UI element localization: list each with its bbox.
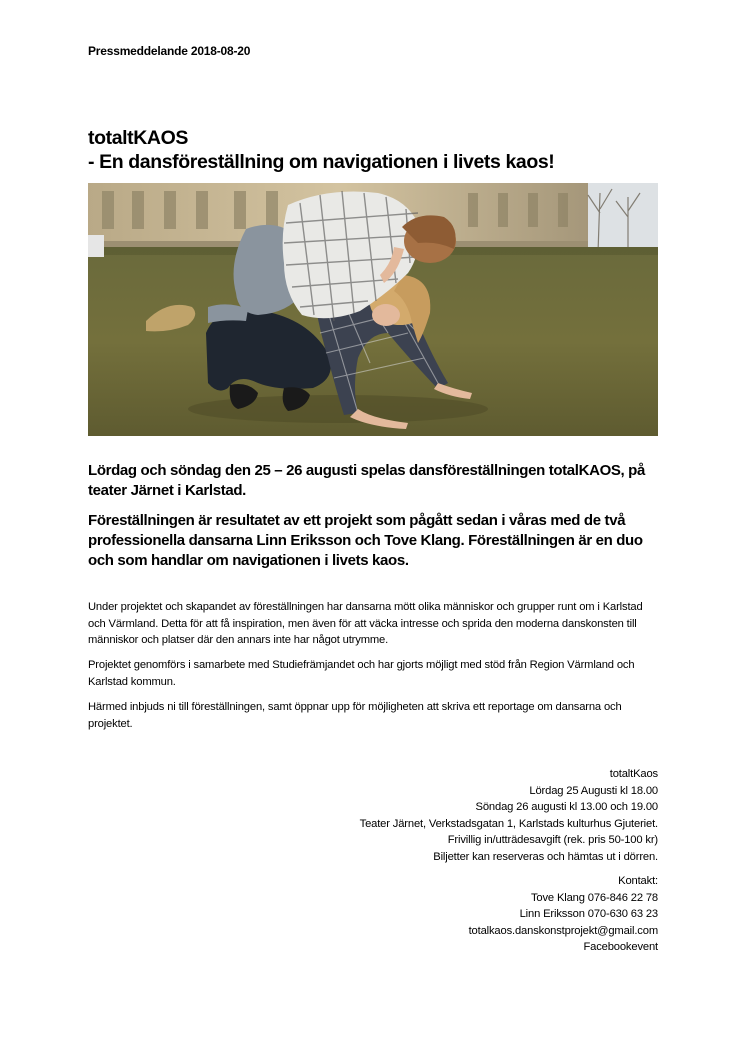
title-subtitle: - En dansföreställning om navigationen i livets kaos!: [88, 151, 555, 173]
body-paragraph-project: Under projektet och skapandet av föreställningen har dansarna mött olika människor och grupper runt om i Karlstad och Värmland. Detta för att få inspiration, men även för att väcka intresse och sprida den moderna danskonsten till människor och platser där den annars inte har något utrymme.: [88, 601, 643, 646]
event-info-block: [238, 766, 658, 956]
contact-email: totalkaos.danskonstprojekt@gmail.com: [468, 924, 658, 937]
body-paragraph-invitation: Härmed inbjuds ni till föreställningen, samt öppnar upp för möjligheten att skriva ett reportage om dansarna och projektet.: [88, 701, 622, 730]
document-title: [88, 126, 668, 174]
body-paragraph-support: Projektet genomförs i samarbete med Studiefrämjandet och har gjorts möjligt med stöd från Region Värmland och Karlstad kommun.: [88, 659, 635, 688]
contact-block: [238, 873, 658, 956]
contact-tove: Tove Klang 076-846 22 78: [530, 891, 658, 904]
dancers-photo-icon: [88, 183, 658, 436]
press-release-date: Pressmeddelande 2018-08-20: [88, 44, 251, 58]
title-main: totaltKAOS: [88, 127, 188, 149]
lead-paragraph-project: Föreställningen är resultatet av ett projekt som pågått sedan i våras med de två professionella dansarna Linn Eriksson och Tove Klang. Föreställningen är en duo och som handlar om navigationen i livets kaos.: [88, 512, 643, 569]
event-venue: Teater Järnet, Verkstadsgatan 1, Karlstads kulturhus Gjuteriet.: [359, 817, 658, 830]
event-date-saturday: Lördag 25 Augusti kl 18.00: [529, 784, 658, 797]
event-name: totaltKaos: [609, 768, 658, 780]
contact-facebook-event: Facebookevent: [583, 941, 658, 953]
contact-linn: Linn Eriksson 070-630 63 23: [519, 908, 658, 920]
dancers-photo: [88, 183, 658, 436]
contact-heading: Kontakt:: [618, 875, 658, 887]
event-date-sunday: Söndag 26 augusti kl 13.00 och 19.00: [475, 801, 658, 813]
event-tickets: Biljetter kan reserveras och hämtas ut i dörren.: [433, 850, 658, 863]
event-fee: Frivillig in/utträdesavgift (rek. pris 50-100 kr): [447, 834, 658, 846]
lead-paragraph-dates: Lördag och söndag den 25 – 26 augusti spelas dansföreställningen totalKAOS, på teater Järnet i Karlstad.: [88, 462, 645, 499]
